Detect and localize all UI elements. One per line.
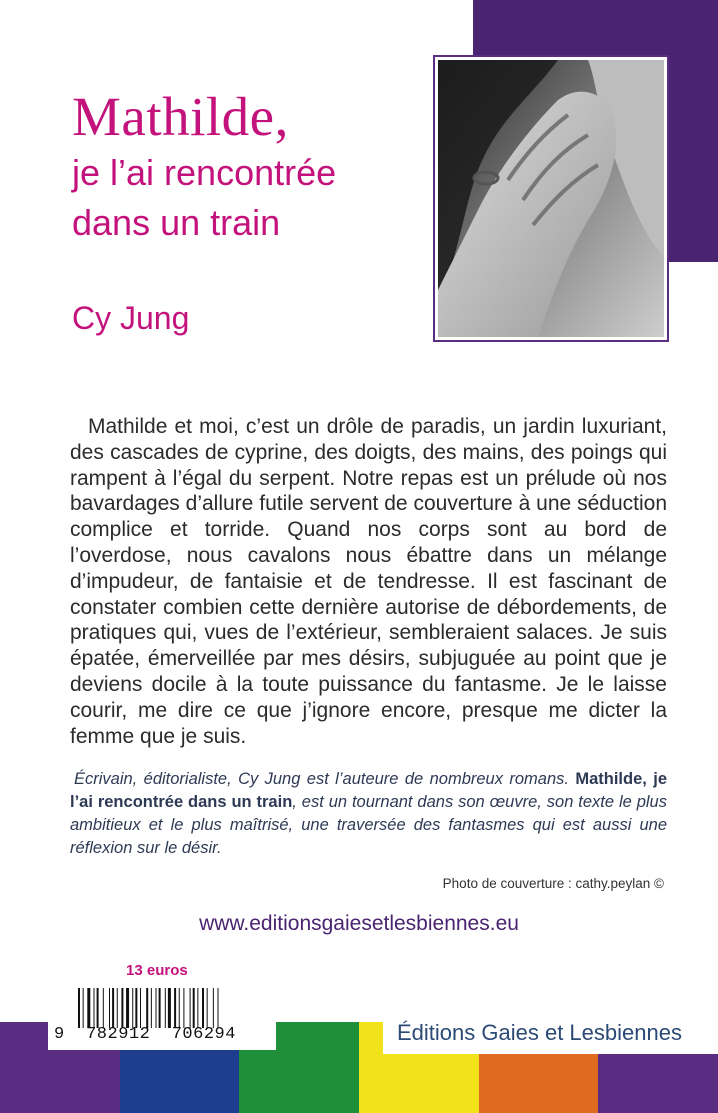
price-label: 13 euros <box>126 962 188 979</box>
barcode-bar <box>117 988 118 1028</box>
title-line-3: dans un train <box>72 202 281 243</box>
barcode-bar <box>197 988 198 1028</box>
bio-intro: Écrivain, éditorialiste, Cy Jung est l’auteure de nombreux romans. <box>74 770 569 788</box>
publisher-name: Éditions Gaies et Lesbiennes <box>397 1020 682 1045</box>
bio-rest: , est un tournant dans son œuvre, son texte le plus ambitieux et le plus maîtrisé, une traversée des fantasmes qui est aussi une réflexion sur le désir. <box>70 793 667 857</box>
cover-photo <box>433 55 669 342</box>
barcode-bar <box>174 988 176 1028</box>
barcode-bar <box>83 988 84 1028</box>
barcode-bar <box>132 988 133 1028</box>
barcode-bar <box>109 988 110 1028</box>
barcode-bar <box>126 988 129 1028</box>
bio-book-title: Mathilde, je l’ai rencontrée dans un train <box>70 770 667 811</box>
barcode-bar <box>97 988 99 1028</box>
book-title <box>72 86 336 248</box>
barcode-bar <box>190 988 191 1028</box>
barcode-bar <box>179 988 180 1028</box>
barcode-bar <box>165 988 166 1028</box>
author-name: Cy Jung <box>72 300 190 336</box>
barcode-bar <box>78 988 80 1028</box>
barcode-bar <box>156 988 157 1028</box>
barcode-bar <box>94 988 95 1028</box>
title-line-1: Mathilde, <box>72 86 289 147</box>
publisher-panel <box>383 1014 718 1054</box>
barcode-bar <box>193 988 195 1028</box>
barcode-bar <box>146 988 148 1028</box>
barcode-bar <box>140 988 141 1028</box>
barcode-bar <box>183 988 184 1028</box>
photo-credit: Photo de couverture : cathy.peylan © <box>442 876 664 891</box>
barcode-bar <box>103 988 104 1028</box>
barcode-bar <box>168 988 171 1028</box>
barcode-bar <box>207 988 208 1028</box>
isbn-barcode <box>48 982 276 1050</box>
title-line-2: je l’ai rencontrée <box>72 152 337 193</box>
barcode-bar <box>202 988 204 1028</box>
barcode-bar <box>159 988 161 1028</box>
barcode-bar <box>121 988 123 1028</box>
back-cover-blurb: Mathilde et moi, c’est un drôle de paradis, un jardin luxuriant, des cascades de cyprine, des doigts, des mains, des poings qui rampent à l’égal du serpent. Notre repas est un prélude où nos bavardages d’allure futile servent de couverture à une séduction complice et torride. Quand nos corps sont au bord de l’overdose, nous cavalons nous ébattre dans un mélange d’impudeur, de fantaisie et de tendresse. Il est fascinant de constater combien cette dernière autorise de débordements, de pratiques qui, vues de l’extérieur, sembleraient salaces. Je suis épatée, émerveillée par mes désirs, subjuguée au point que je deviens docile à la toute puissance du fantasme. Je le laisse courir, me dire ce que j’ignore encore, presque me dicter la femme que je suis. <box>70 415 667 748</box>
barcode-bars <box>78 988 264 1028</box>
isbn-digits: 9 782912 706294 <box>54 1025 236 1044</box>
cover-photo-image <box>438 60 664 337</box>
barcode-bar <box>213 988 214 1028</box>
barcode-bar <box>112 988 114 1028</box>
barcode-bar <box>218 988 219 1028</box>
publisher-website[interactable]: www.editionsgaiesetlesbiennes.eu <box>199 912 519 935</box>
barcode-bar <box>135 988 137 1028</box>
author-bio <box>70 768 667 860</box>
barcode-bar <box>87 988 90 1028</box>
barcode-bar <box>151 988 152 1028</box>
